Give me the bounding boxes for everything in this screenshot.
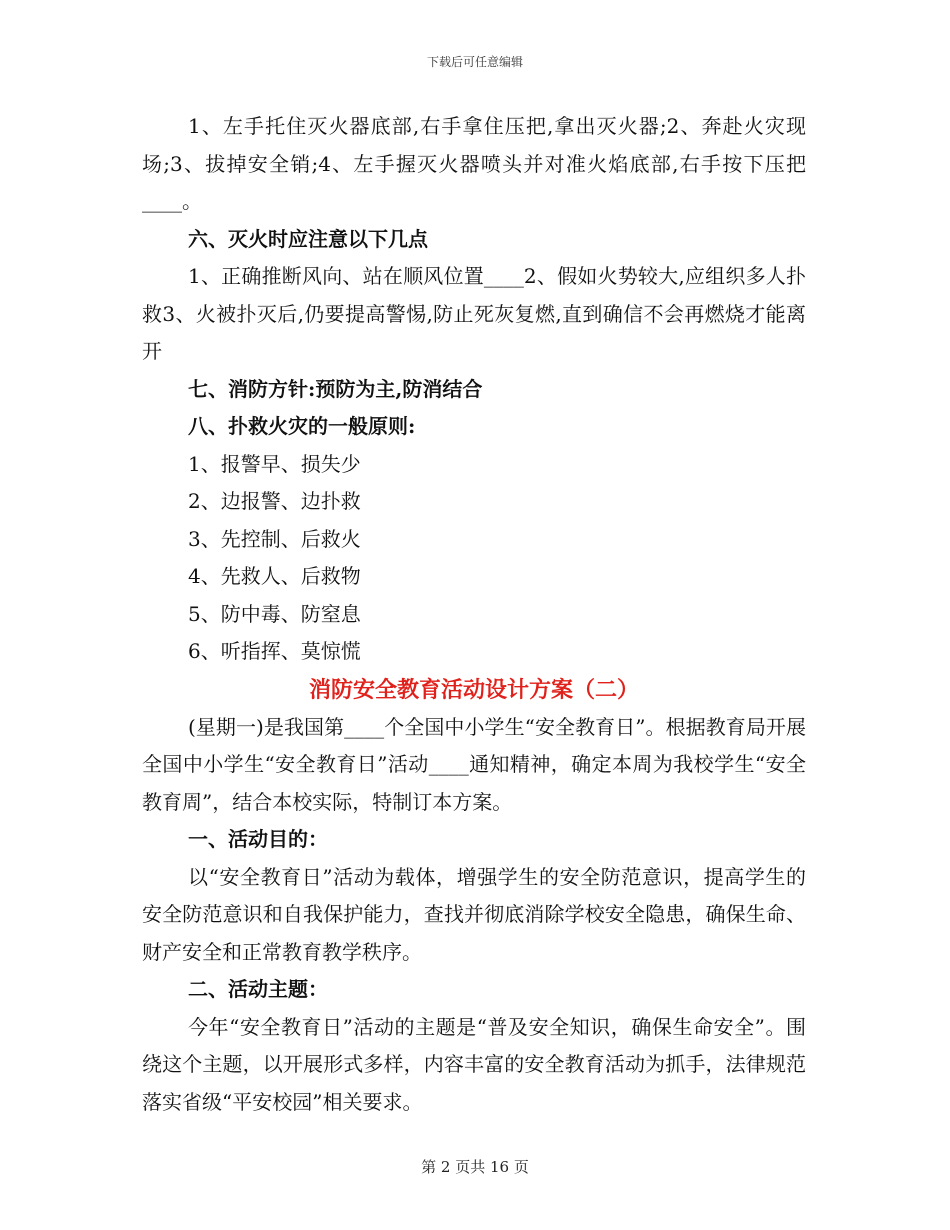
list-item: 3、先控制、后救火 <box>188 526 361 551</box>
list-item: 1、报警早、损失少 <box>188 451 361 476</box>
list-item: 5、防中毒、防窒息 <box>188 601 361 626</box>
heading-activity-theme: 二、活动主题： <box>188 977 328 1001</box>
heading-activity-purpose: 一、活动目的： <box>188 827 328 851</box>
list-item: 6、听指挥、莫惊慌 <box>188 639 361 663</box>
paragraph-activity-purpose: 以“安全教育日”活动为载体，增强学生的安全防范意识，提高学生的安全防范意识和自我保护能力，查找并彻底消除学校安全隐患，确保生命、财产安全和正常教育教学秩序。 <box>142 864 806 964</box>
document-body <box>142 108 806 1121</box>
paragraph-firefighting-notes: 1、正确推断风向、站在顺风位置____2、假如火势较大,应组织多人扑救3、火被扑灭后,仍要提高警惕,防止死灰复燃,直到确信不会再燃烧才能离开 <box>142 264 806 363</box>
paragraph-activity-theme: 今年“安全教育日”活动的主题是“普及安全知识，确保生命安全”。围绕这个主题，以开展形式多样，内容丰富的安全教育活动为抓手，法律规范落实省级“平安校园”相关要求。 <box>142 1014 806 1114</box>
heading-section-8: 八、扑救火灾的一般原则: <box>188 414 416 438</box>
page-footer: 第 2 页共 16 页 <box>421 1158 529 1176</box>
paragraph-intro: (星期一)是我国第____个全国中小学生“安全教育日”。根据教育局开展全国中小学生“安全教育日”活动____通知精神，确定本周为我校学生“安全教育周”，结合本校实际，特制订本方案。 <box>142 714 806 814</box>
list-item: 4、先救人、后救物 <box>188 564 361 588</box>
list-item: 2、边报警、边扑救 <box>188 489 361 513</box>
paragraph-extinguisher-steps: 1、左手托住灭火器底部,右手拿住压把,拿出灭火器;2、奔赴火灾现场;3、拔掉安全销;4、左手握灭火器喷头并对准火焰底部,右手按下压把____。 <box>142 114 806 213</box>
document-title: 消防安全教育活动设计方案（二） <box>308 676 639 703</box>
heading-section-7: 七、消防方针:预防为主,防消结合 <box>188 376 483 401</box>
heading-section-6: 六、灭火时应注意以下几点 <box>188 226 428 251</box>
page-header: 下载后可任意编辑 <box>426 55 523 69</box>
